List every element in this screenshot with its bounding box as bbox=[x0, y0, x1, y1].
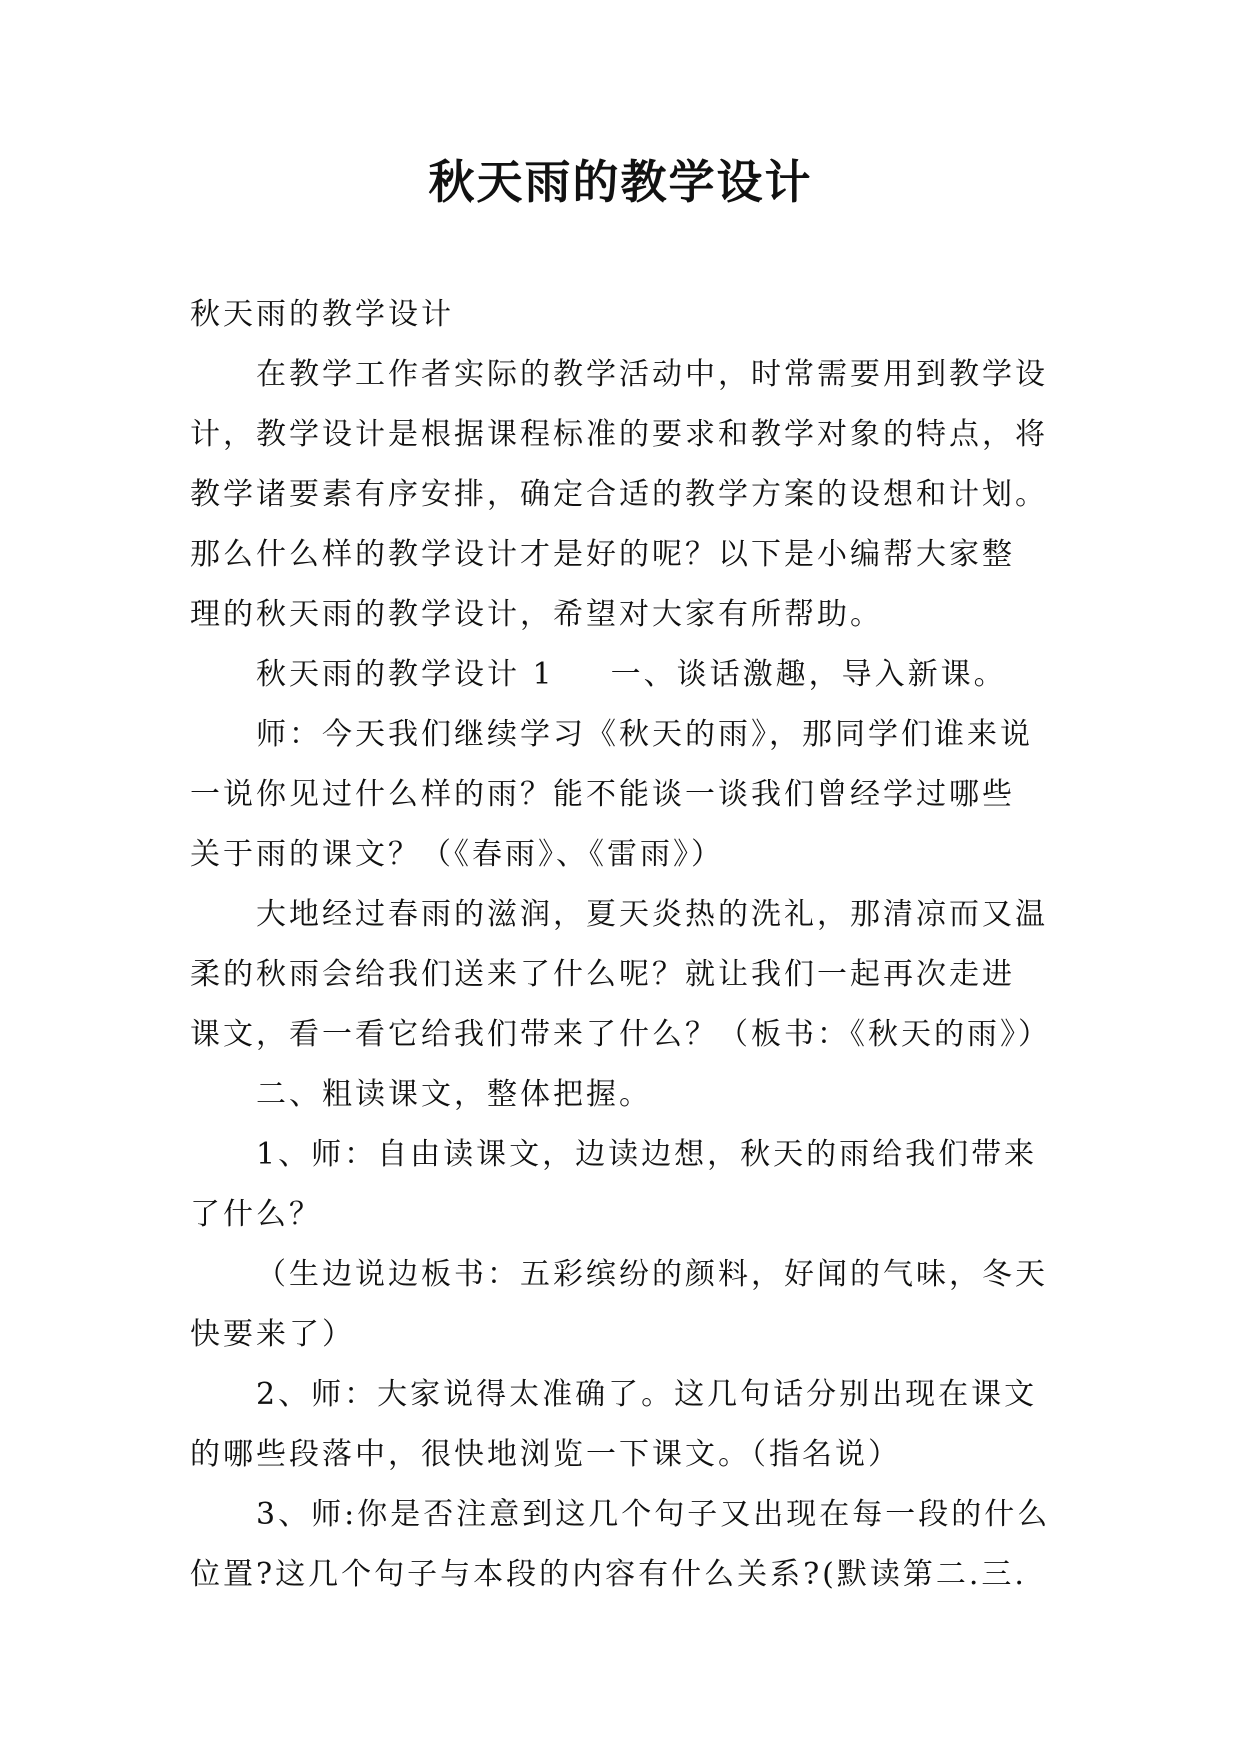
document-body bbox=[190, 285, 1070, 1605]
body-line: 关于雨的课文？（《春雨》、《雷雨》） bbox=[190, 837, 724, 872]
body-line: 快要来了） bbox=[190, 1317, 355, 1352]
body-line: 那么什么样的教学设计才是好的呢？以下是小编帮大家整 bbox=[190, 537, 1015, 572]
body-line: 理的秋天雨的教学设计，希望对大家有所帮助。 bbox=[190, 597, 883, 632]
body-line: 计，教学设计是根据课程标准的要求和教学对象的特点，将 bbox=[190, 417, 1048, 452]
body-line: 教学诸要素有序安排，确定合适的教学方案的设想和计划。 bbox=[190, 477, 1048, 512]
body-line: 位置?这几个句子与本段的内容有什么关系?(默读第二.三. bbox=[190, 1557, 1027, 1592]
section-heading-tail: 一、谈话激趣，导入新课。 bbox=[610, 657, 1007, 692]
body-line: 师：今天我们继续学习《秋天的雨》，那同学们谁来说 bbox=[256, 717, 1033, 752]
body-line: 柔的秋雨会给我们送来了什么呢？就让我们一起再次走进 bbox=[190, 957, 1015, 992]
body-line: 了什么？ bbox=[190, 1197, 322, 1232]
section-heading-label: 秋天雨的教学设计 1 bbox=[256, 657, 555, 692]
document-title: 秋天雨的教学设计 bbox=[428, 155, 813, 209]
body-line: （生边说边板书：五彩缤纷的颜料，好闻的气味，冬天 bbox=[256, 1257, 1048, 1292]
body-line: 课文，看一看它给我们带来了什么？（板书：《秋天的雨》） bbox=[190, 1017, 1051, 1052]
body-line: 1、师：自由读课文，边读边想，秋天的雨给我们带来 bbox=[256, 1137, 1038, 1172]
body-line: 的哪些段落中，很快地浏览一下课文。（指名说） bbox=[190, 1437, 901, 1472]
body-line: 大地经过春雨的滋润，夏天炎热的洗礼，那清凉而又温 bbox=[256, 897, 1048, 932]
body-line-section-heading bbox=[190, 645, 1070, 705]
body-line: 在教学工作者实际的教学活动中，时常需要用到教学设 bbox=[256, 357, 1048, 392]
body-line: 一说你见过什么样的雨？能不能谈一谈我们曾经学过哪些 bbox=[190, 777, 1015, 812]
body-line: 秋天雨的教学设计 bbox=[190, 297, 454, 332]
body-line: 2、师：大家说得太准确了。这几句话分别出现在课文 bbox=[256, 1377, 1038, 1412]
body-line: 二、粗读课文，整体把握。 bbox=[256, 1077, 652, 1112]
body-line: 3、师:你是否注意到这几个句子又出现在每一段的什么 bbox=[256, 1497, 1051, 1532]
